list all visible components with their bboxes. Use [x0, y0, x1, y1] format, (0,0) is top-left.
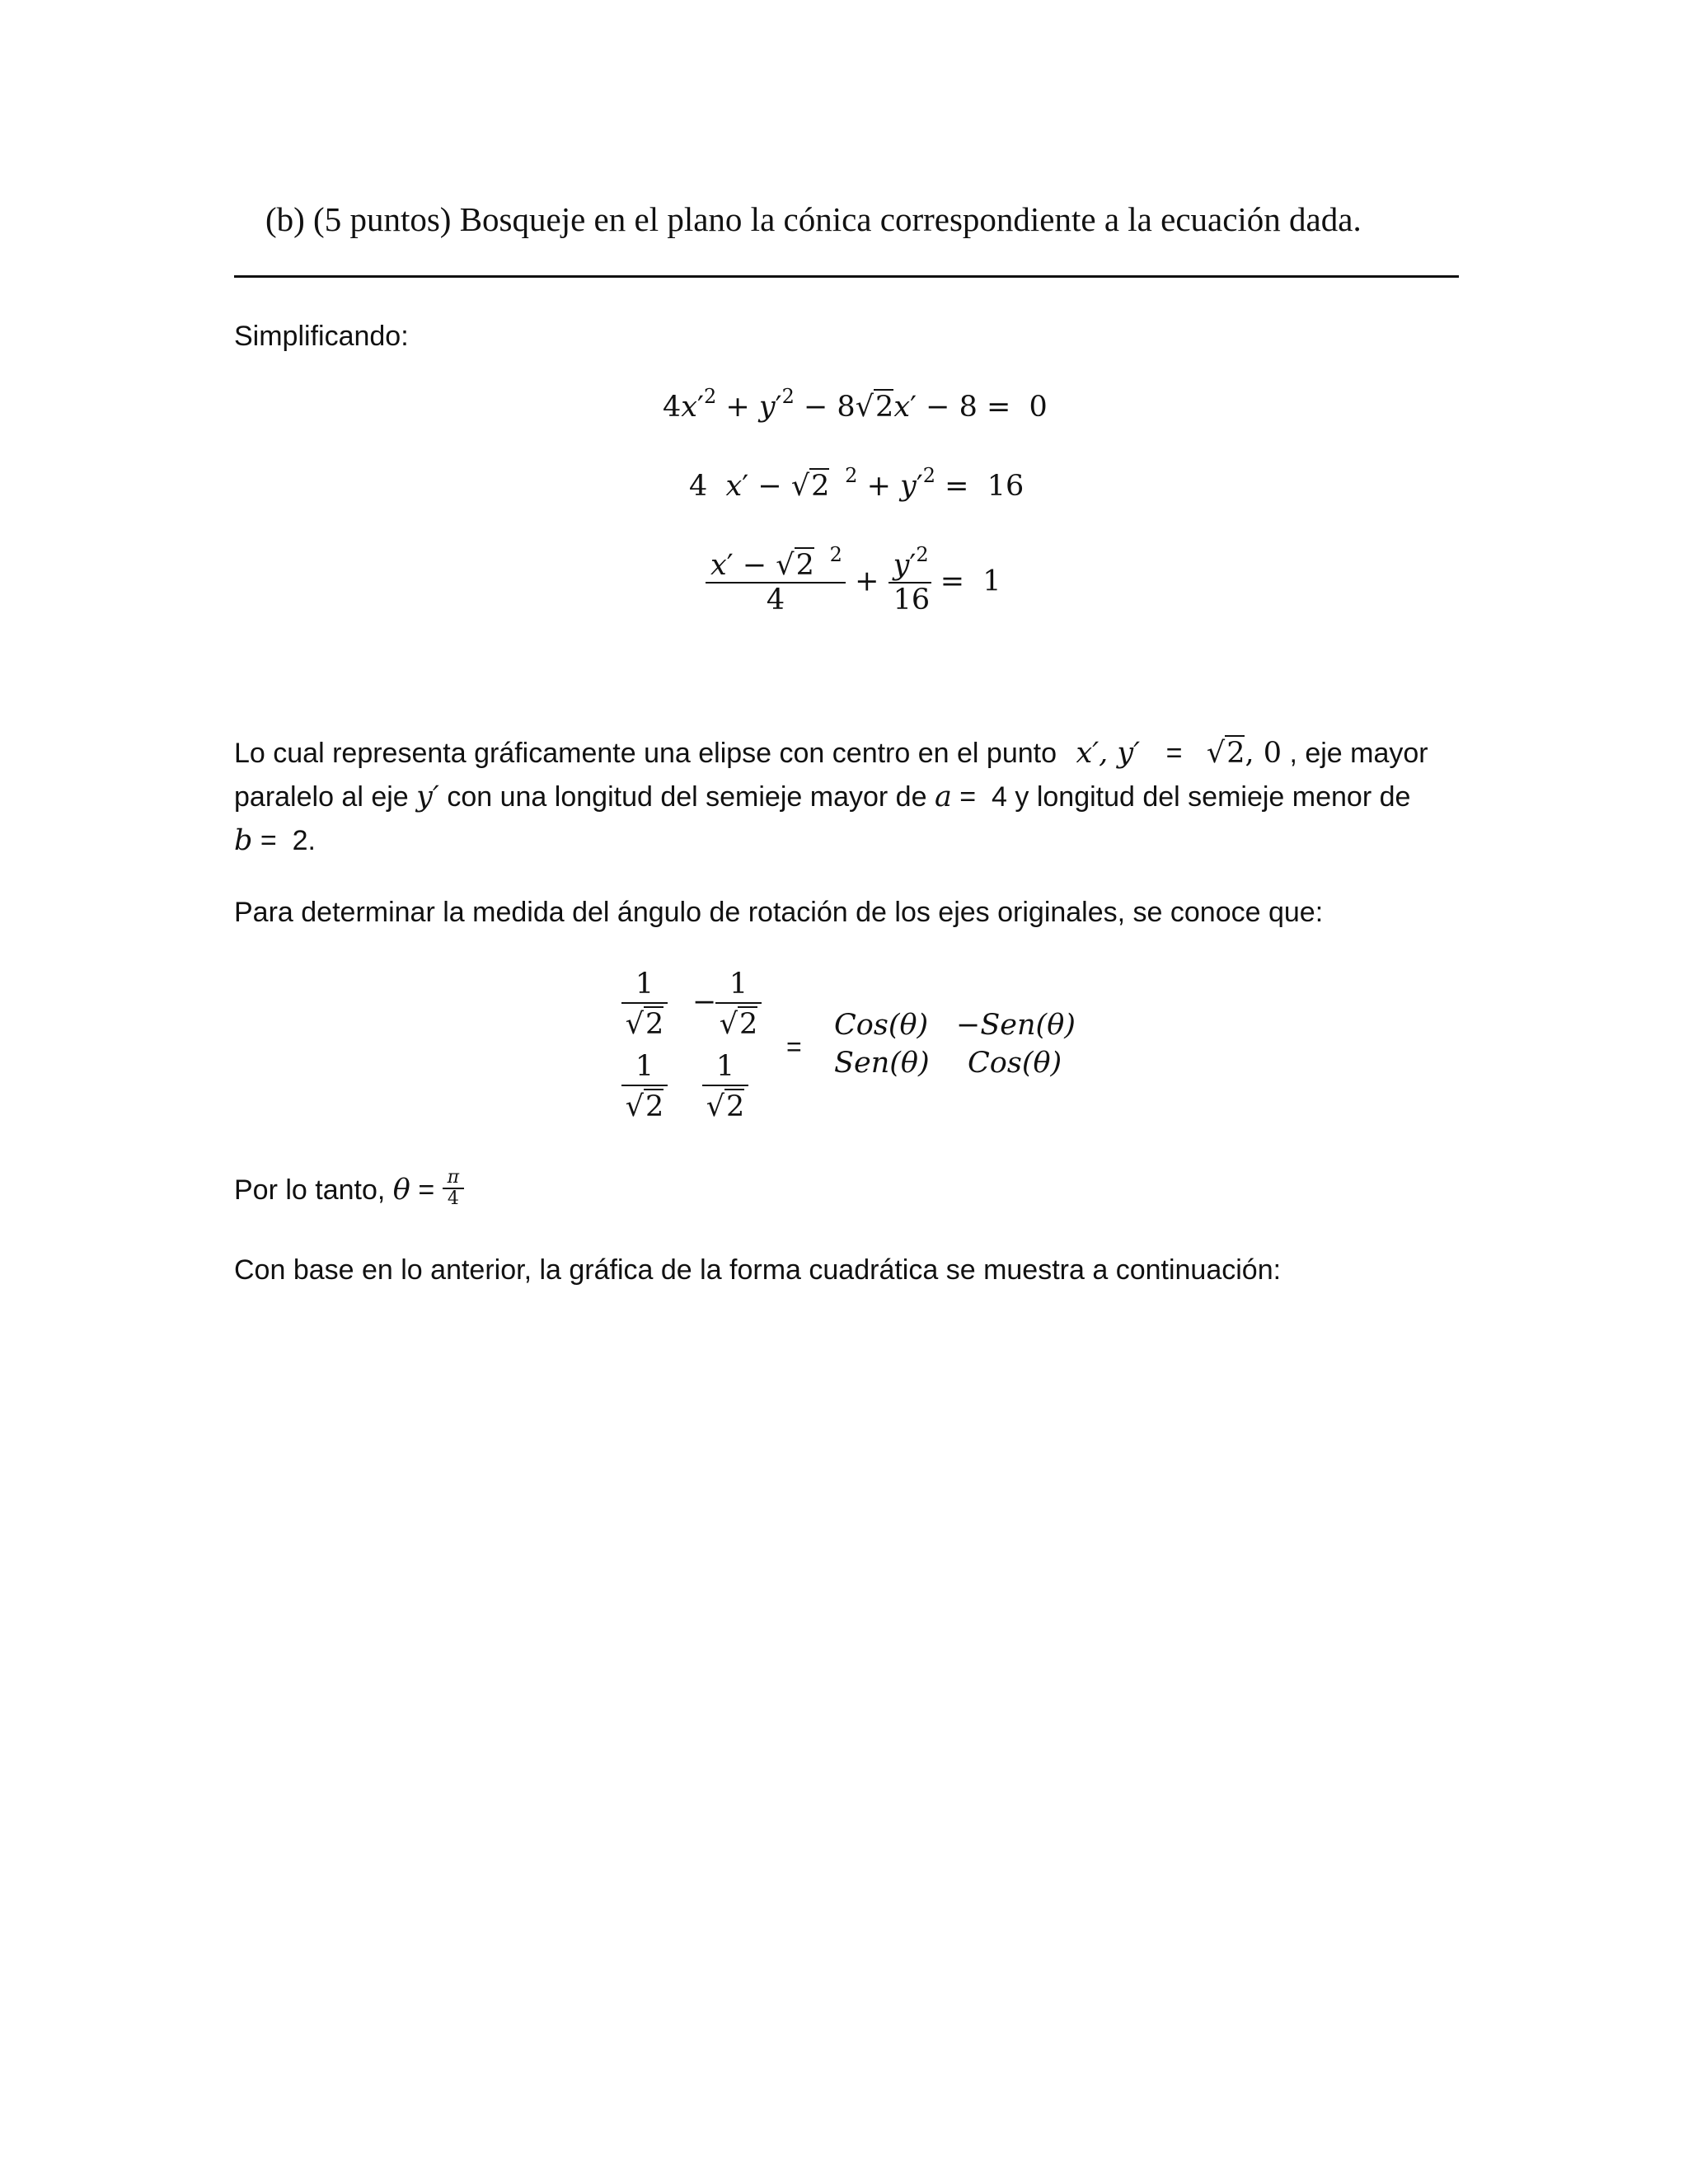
exercise-heading: (b) (5 puntos) Bosqueje en el plano la cónica correspondiente a la ecuación dada.: [265, 200, 1362, 238]
paragraph-ellipse-line1: Lo cual representa gráficamente una elipse con centro en el punto x′, y′ = √2, 0 , eje mayor: [234, 737, 1428, 770]
ellipse-text-1-end: , eje mayor: [1289, 738, 1428, 769]
rotation-matrix-equation: [610, 966, 1088, 1136]
paragraph-ellipse-line3: b = 2.: [234, 824, 316, 857]
equation-3: $\frac{x' - √2 ^2}{4}$ + $\frac{y'^2}{16}$ = 1: [706, 549, 1001, 616]
equation-2: 4 x′ − √2 $^2 + y'^2 = 16$: [689, 464, 1025, 503]
trig-cell-12: −Sen(θ): [956, 1009, 1076, 1042]
equals-sign: =: [786, 1032, 802, 1062]
paragraph-rotation: Para determinar la medida del ángulo de rotación de los ejes originales, se conoce que:: [234, 897, 1324, 928]
matrix-cell-12: 1 √2: [715, 966, 762, 1040]
final-sentence: Con base en lo anterior, la gráfica de la forma cuadrática se muestra a continuación:: [234, 1254, 1282, 1286]
ellipse-text-2a: paralelo al eje: [234, 781, 409, 813]
matrix-cell-21: 1 √2: [621, 1048, 668, 1122]
trig-cell-21: Sen(θ): [834, 1047, 930, 1080]
trig-cell-11: Cos(θ): [834, 1009, 929, 1042]
simplificando-label: Simplificando:: [234, 321, 409, 352]
matrix-cell-11: 1 √2: [621, 966, 668, 1040]
heading-rule: [234, 275, 1459, 278]
conclusion-label: Por lo tanto,: [234, 1174, 386, 1206]
equation-1: $4x'^2 + y'^2 - 8√2x' - 8 = 0$: [663, 385, 1048, 424]
paragraph-ellipse-line2: paralelo al eje y′ con una longitud del semieje mayor de a = 4 y longitud del semieje menor de: [234, 780, 1411, 813]
matrix-cell-22: 1 √2: [702, 1048, 748, 1122]
ellipse-text-2b: con una longitud del semieje mayor de: [447, 781, 927, 813]
ellipse-text-2c: y longitud del semieje menor de: [1015, 781, 1411, 813]
trig-cell-22: Cos(θ): [968, 1047, 1062, 1080]
conclusion-line: Por lo tanto, θ = $\frac{\pi}{4}$: [234, 1169, 464, 1212]
minus-sign: −: [692, 986, 717, 1019]
ellipse-text-1: Lo cual representa gráficamente una elipse con centro en el punto: [234, 738, 1057, 769]
